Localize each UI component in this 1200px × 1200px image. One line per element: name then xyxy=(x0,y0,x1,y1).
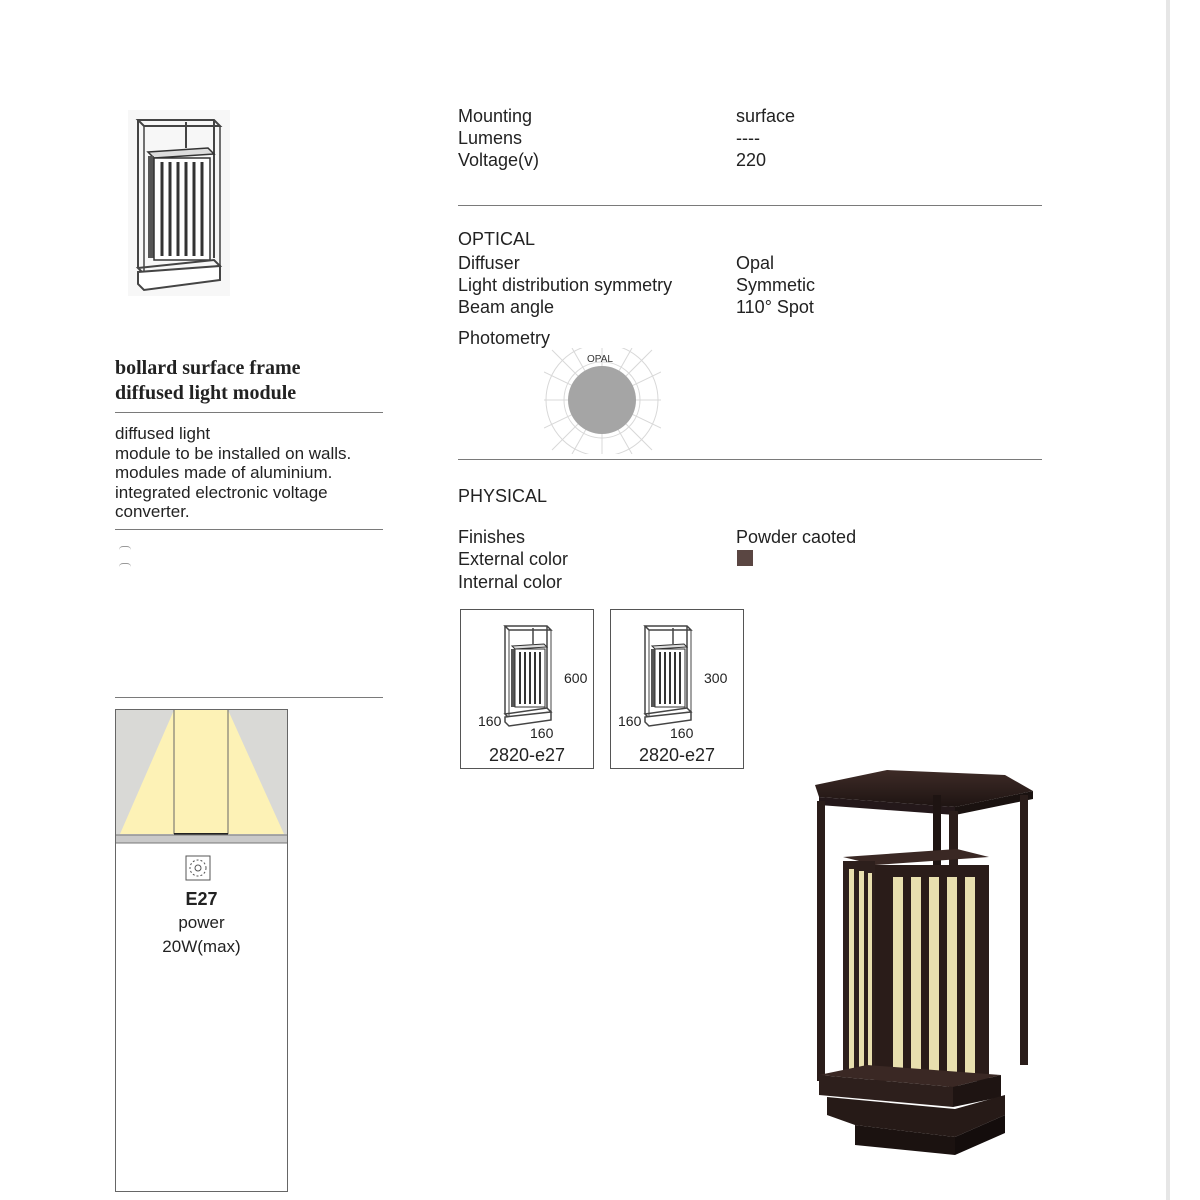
mounting-value: surface xyxy=(736,106,796,126)
optical-heading: OPTICAL xyxy=(458,229,536,249)
voltage-value: 220 xyxy=(736,150,767,170)
external-color-swatch xyxy=(737,550,753,566)
beam-angle-label: Beam angle xyxy=(458,297,555,317)
diffuser-label: Diffuser xyxy=(458,253,520,273)
e27-socket-icon xyxy=(185,855,211,881)
description-line: diffused light xyxy=(115,424,211,443)
beam-angle-value: 110° Spot xyxy=(736,297,814,317)
light-beam-diagram xyxy=(116,710,287,845)
dimension-depth: 160 xyxy=(670,725,694,741)
physical-heading: PHYSICAL xyxy=(458,486,548,506)
product-photo xyxy=(805,765,1037,1190)
internal-color-label: Internal color xyxy=(458,572,563,592)
variant-sketch xyxy=(499,622,555,730)
page-edge xyxy=(1166,0,1170,1200)
description-line: module to be installed on walls. xyxy=(115,443,352,463)
lumens-value: ---- xyxy=(736,128,760,148)
photometry-label: Photometry xyxy=(458,328,551,348)
description-line: integrated electronic voltage xyxy=(115,482,328,502)
finishes-label: Finishes xyxy=(458,527,526,547)
symmetry-label: Light distribution symmetry xyxy=(458,275,673,295)
photometry-diagram xyxy=(544,348,661,454)
external-color-label: External color xyxy=(458,549,569,569)
product-title-line1: bollard surface frame xyxy=(115,357,301,379)
divider xyxy=(115,697,383,698)
light-distribution-panel xyxy=(115,709,288,1192)
symmetry-value: Symmetic xyxy=(736,275,816,295)
dimension-height: 600 xyxy=(564,670,588,686)
divider xyxy=(115,529,383,530)
dimension-depth: 160 xyxy=(530,725,554,741)
faint-mark xyxy=(119,563,131,567)
divider xyxy=(115,412,383,413)
variant-code: 2820-e27 xyxy=(638,745,716,765)
photometry-chart-label: OPAL xyxy=(587,354,613,365)
power-label: power xyxy=(178,913,225,932)
socket-type: E27 xyxy=(185,889,218,909)
diffuser-value: Opal xyxy=(736,253,775,273)
dimension-width: 160 xyxy=(618,713,642,729)
dimension-height: 300 xyxy=(704,670,728,686)
product-title-line2: diffused light module xyxy=(115,382,297,404)
product-description xyxy=(115,424,351,522)
description-line: modules made of aluminium. xyxy=(115,463,333,482)
product-sketch xyxy=(124,108,234,298)
description-line: converter. xyxy=(115,502,190,521)
lumens-label: Lumens xyxy=(458,128,523,148)
divider xyxy=(458,459,1042,460)
power-value: 20W(max) xyxy=(162,937,241,956)
variant-card-300 xyxy=(610,609,744,769)
finishes-value: Powder caoted xyxy=(736,527,857,547)
voltage-label: Voltage(v) xyxy=(458,150,540,170)
variant-card-600 xyxy=(460,609,594,769)
faint-mark xyxy=(119,546,131,550)
dimension-width: 160 xyxy=(478,713,502,729)
variant-sketch xyxy=(639,622,695,730)
variant-code: 2820-e27 xyxy=(488,745,566,765)
divider xyxy=(458,205,1042,206)
mounting-label: Mounting xyxy=(458,106,533,126)
